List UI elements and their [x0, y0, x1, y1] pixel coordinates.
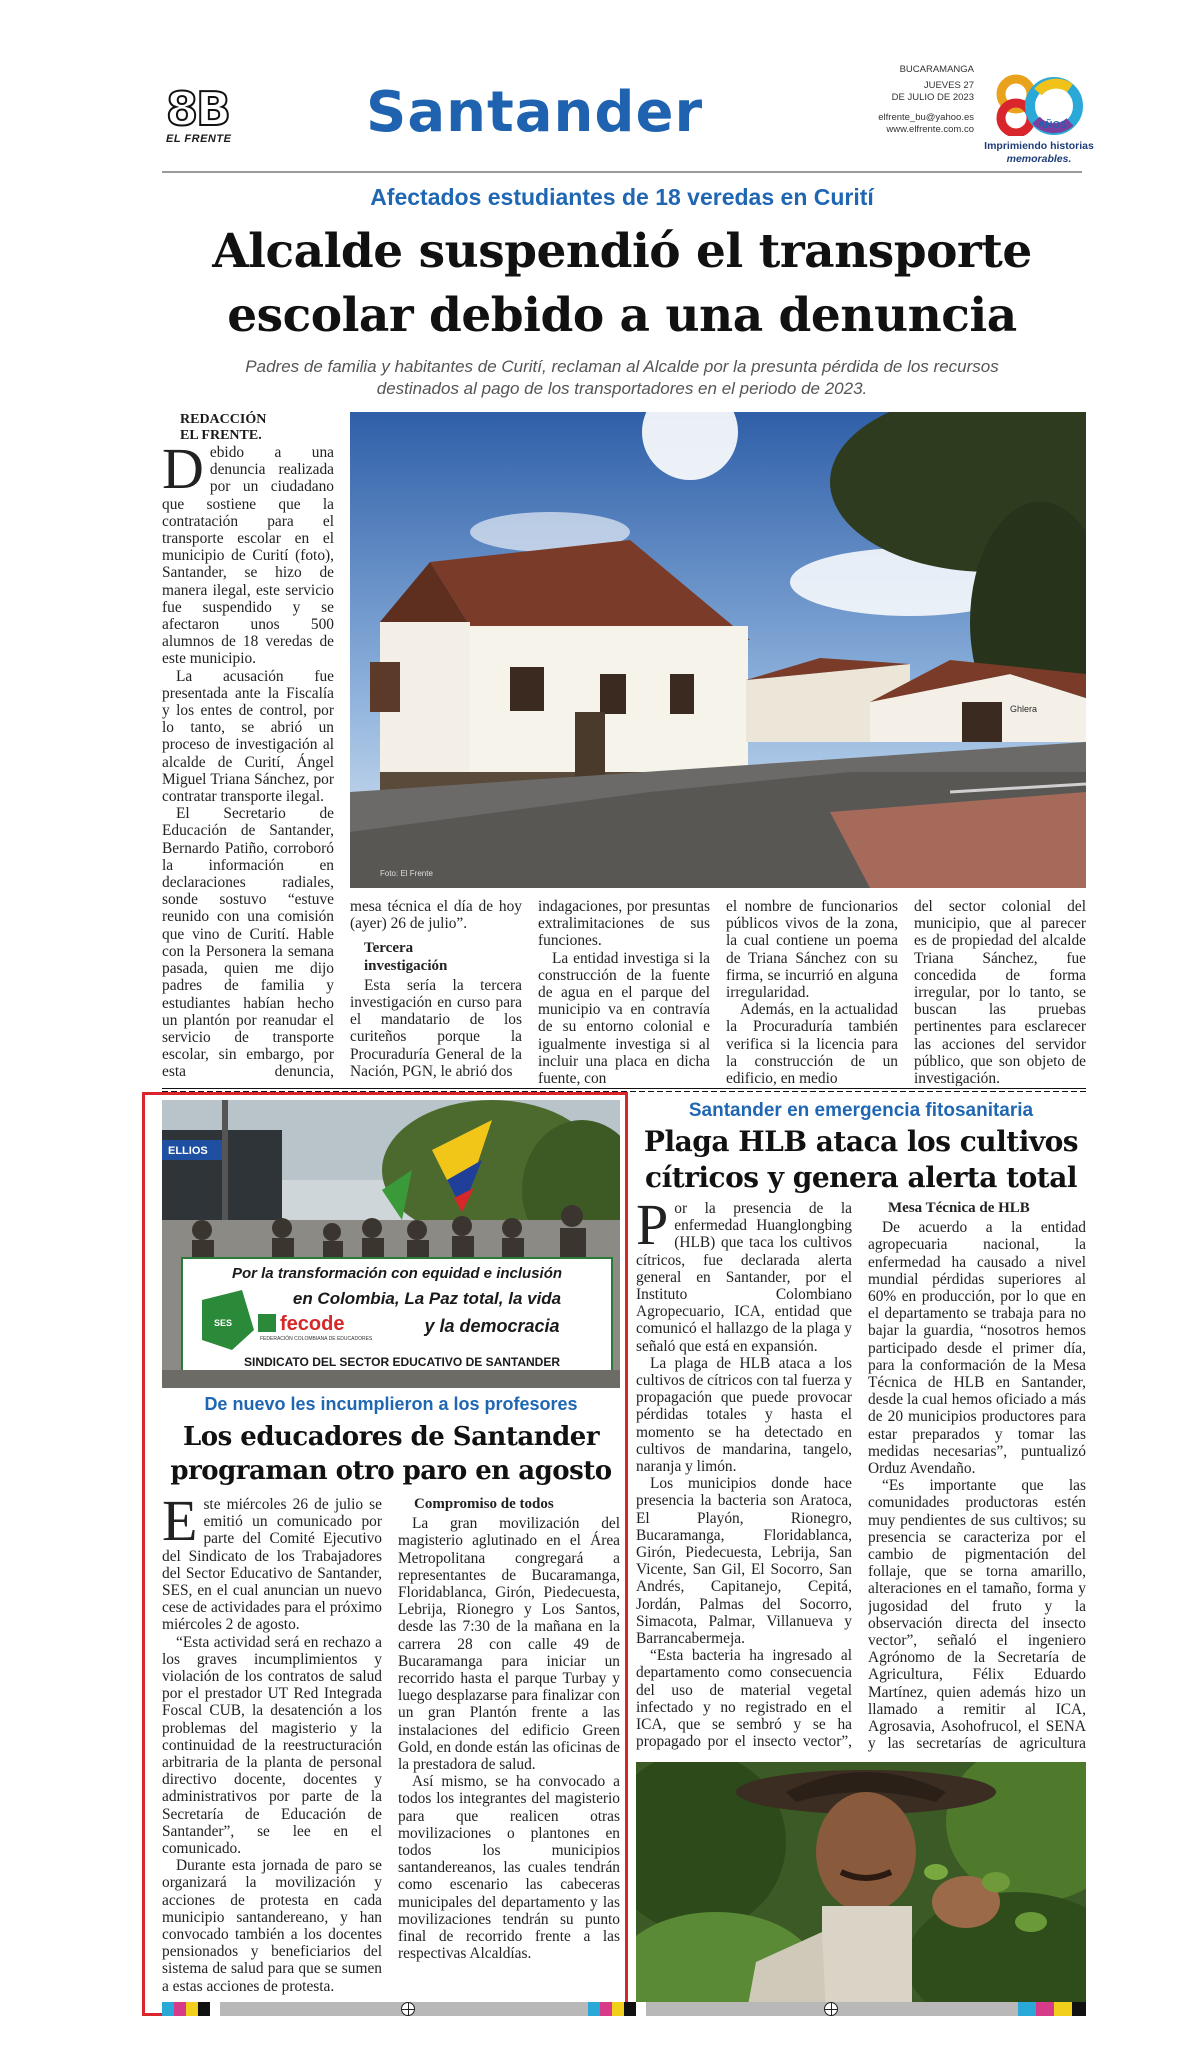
hlb-paragraph-1 — [636, 1200, 852, 1355]
lead-col3-p2: La entidad investiga si la construcción de la fuente de agua en el parque del municipio va en contravía de su entorno colonial e igualmente investiga si al incluir una placa en dicha fuente, con — [538, 949, 710, 1086]
header-rule — [162, 171, 1082, 173]
lead-col4-p2: Además, en la actualidad la Procuraduría también verifica si la licencia para la construcción de un edificio, en medio — [726, 1001, 898, 1086]
teachers-headline-line-1: Los educadores de Santander — [182, 1422, 600, 1452]
teachers-column-2 — [398, 1496, 620, 1996]
header-website[interactable]: www.elfrente.com.co — [886, 124, 974, 135]
lead-kicker: Afectados estudiantes de 18 veredas en Curití — [370, 184, 874, 210]
teachers-paragraph-2: “Esta actividad será en rechazo a los graves incumplimientos y violación de los contratos de salud por el prestador UT Red Integrada Foscal CUB, la desatención a los problemas del magisterio y la continuidad de la reestructuración arbitraria de la planta de personal directivo docente, docentes y administrativos por parte de la Secretaría de Educación de Santander”, se lee en el comunicado. — [162, 1633, 382, 1858]
hlb-paragraph-4: “Esta bacteria ha ingresado al departamento como consecuencia del uso de material vegetal infectado y no registrado en el ICA, que se sembró y se ha propagado por el insecto vector”, — [636, 1647, 852, 1751]
page-number — [166, 82, 230, 136]
lead-paragraph-1 — [162, 444, 334, 668]
lead-column-2 — [350, 898, 522, 1086]
hlb-paragraph-1-text: or la presencia de la enfermedad Huanglongbing (HLB) que taca los cultivos cítricos, fue declarada alerta general en Santander, por el Instituto Colombiano Agropecuario, ICA, entidad que comunicó el hallazgo de la plaga y señaló que está en expansión. — [636, 1200, 852, 1355]
lead-subhead: Tercera investigación — [364, 940, 448, 974]
teachers-headline-line-2: programan otro paro en agosto — [170, 1456, 612, 1486]
lead-headline — [140, 220, 1104, 348]
hlb-paragraph-3: Los municipios donde hace presencia la bacteria son Aratoca, El Playón, Rionegro, Bucaramanga, Floridablanca, Girón, Piedecuesta, Lebrija, San Vicente, San Gil, El Socorro, San Andrés, Capitanejo, Cepitá, Jordán, Palmas del Socorro, Simacota, Palmar, Villanueva y Barrancabermeja. — [636, 1475, 852, 1648]
page-number-text: 8B — [166, 82, 230, 136]
hlb-paragraph-2: La plaga de HLB ataca a los cultivos de cítricos con tal fuerza y propagación que puede provocar pérdidas totales y hasta el momento se ha detectado en cultivos de mandarina, tangelo, naranja y limón. — [636, 1354, 852, 1476]
anniversary-80-icon — [990, 74, 1084, 136]
lead-deck-line-1: Padres de familia y habitantes de Curití, reclaman al Alcalde por la presunta pérdida de los recursos — [245, 357, 999, 376]
banner-org-sub: FEDERACIÓN COLOMBIANA DE EDUCADORES — [260, 1336, 373, 1342]
teachers-photo — [162, 1100, 620, 1388]
lead-paragraph-3: El Secretario de Educación de Santander, Bernardo Patiño, corroboró la información en declaraciones radiales, sonde sostuvo “estuve reunido con una comisión que vino de Curití. Hable con la Personera la semana pasada, quien me dijo padres de familia y estudiantes habían hecho un plantón por reanudar el servicio de transporte escolar, sin embargo, por esta denuncia, — [162, 805, 334, 1081]
lead-column-5 — [914, 898, 1086, 1086]
lead-column-4 — [726, 898, 898, 1086]
hlb-column-2 — [868, 1200, 1086, 1752]
hlb-kicker: Santander en emergencia fitosanitaria — [688, 1100, 1034, 1121]
teachers-headline — [150, 1420, 632, 1488]
hlb-dropcap: P — [636, 1200, 669, 1257]
hlb-paragraph-6: “Es importante que las comunidades productoras estén muy pendientes de sus cultivos; su presencia se caracteriza por el cambio de pigmentación del follaje, que se torna amarillo, alteraciones en el tamaño, forma y jugosidad del fruto y la observación directa del insecto vector”, señaló el ingeniero Agrónomo de la Secretaría de Agricultura, Félix Eduardo Martínez, quien además hizo un llamado a remitir al ICA, Agrosavia, Asohofrucol, el SENA y las secretarías de agricultura — [868, 1477, 1086, 1752]
lead-dropcap: D — [162, 444, 204, 501]
section-title: Santander — [366, 80, 704, 145]
lead-paragraph-1-text: ebido a una denuncia realizada por un ciudadano que sostiene que la contratación para el transporte escolar en el municipio de Curití (foto), Santander, se hizo de manera ilegal, este servicio fue suspendido y se afectaron unos 500 alumnos de 18 veredas de este municipio. — [162, 444, 334, 668]
teachers-paragraph-1-text: ste miércoles 26 de julio se emitió un comunicado por parte del Comité Ejecutivo del Sindicato de los Trabajadores del Sector Educativo de Santander, SES, en el cual anuncian un nuevo cese de actividades para el próximo miércoles 2 de agosto. — [162, 1496, 382, 1634]
lead-column-1 — [162, 444, 334, 1082]
anniversary-word: AÑOS — [1038, 120, 1067, 131]
header-city: BUCARAMANGA — [899, 64, 974, 75]
lead-col2-paragraph: Esta sería la tercera investigación en curso para el mandatario de los curiteños porque la Procuraduría General de la Nación, PGN, le abrió dos — [350, 976, 522, 1080]
teachers-paragraph-5: Así mismo, se ha convocado a todos los integrantes del magisterio para que realicen otras movilizaciones o plantones en todos los municipios santandereanos, las cuales tendrán como escenario las cabeceras municipales del departamento y las movilizaciones tendrán su punto final de recorrido frente a las respectivas Alcaldías. — [398, 1773, 620, 1963]
hlb-headline — [628, 1124, 1094, 1196]
hlb-column-1 — [636, 1200, 852, 1752]
lead-byline — [180, 412, 266, 444]
lead-paragraph-2: La acusación fue presentada ante la Fiscalía y los entes de control, por lo tanto, se abrió un proceso de investigación al alcalde de Curití, Ángel Miguel Triana Sánchez, por contratar transporte ilegal. — [162, 667, 334, 806]
lead-deck — [162, 356, 1082, 400]
registration-mark-left — [401, 2002, 415, 2016]
teachers-column-1 — [162, 1496, 382, 1996]
header-email[interactable]: elfrente_bu@yahoo.es — [878, 112, 974, 123]
lead-headline-line-1: Alcalde suspendió el transporte — [212, 224, 1032, 279]
teachers-paragraph-1 — [162, 1496, 382, 1634]
farmer-citrus-photo — [636, 1762, 1086, 2016]
lead-col5-p1: del sector colonial del municipio, que al parecer es de propiedad del alcalde Triana Sánchez, fue concedida de forma irregular, por lo tanto, se buscan las pruebas pertinentes para esclarecer las acciones del servidor público, que son objeto de investigación. — [914, 898, 1086, 1086]
lead-col4-p1: el nombre de funcionarios públicos vivos de la zona, la cual contiene un poema de Triana Sánchez con su firma, se incurrió en alguna irregularidad. — [726, 898, 898, 1002]
registration-bar-left — [162, 2002, 620, 2016]
teachers-subhead: Compromiso de todos — [414, 1496, 554, 1512]
lead-photo — [350, 412, 1086, 888]
slogan-1: Imprimiendo historias — [984, 140, 1094, 152]
banner-line-2: en Colombia, La Paz total, la vida — [292, 1289, 562, 1308]
anniversary-logo — [984, 74, 1094, 174]
lead-col2-text: mesa técnica el día de hoy (ayer) 26 de julio”. — [350, 898, 522, 933]
hlb-headline-line-2: cítricos y genera alerta total — [645, 1161, 1077, 1194]
lead-byline-1: REDACCIÓN — [180, 412, 267, 427]
hlb-subhead: Mesa Técnica de HLB — [888, 1200, 1030, 1216]
svg-text:Ghlera: Ghlera — [1010, 704, 1038, 714]
registration-mark-right — [824, 2002, 838, 2016]
teachers-kicker: De nuevo les incumplieron a los profesores — [204, 1394, 578, 1414]
teachers-dropcap: E — [162, 1496, 198, 1553]
lead-deck-line-2: destinados al pago de los transportadores en el periodo de 2023. — [376, 379, 868, 398]
lead-bottom-rule — [162, 1088, 1086, 1089]
lead-col3-p1: indagaciones, por presuntas extralimitaciones de sus funciones. — [538, 898, 710, 950]
header-info — [864, 64, 974, 136]
teachers-paragraph-3: Durante esta jornada de paro se organizará la movilización y acciones de protesta en cada municipio santandereano, y han convocado también a los docentes pensionados y beneficiarios del sistema de salud para que se sumen a estas acciones de protesta. — [162, 1857, 382, 1995]
hlb-headline-line-1: Plaga HLB ataca los cultivos — [643, 1125, 1079, 1158]
lead-headline-line-2: escolar debido a una denuncia — [227, 288, 1017, 343]
teachers-protest-photo — [162, 1100, 620, 1388]
lead-byline-2: EL FRENTE. — [180, 428, 262, 443]
hlb-photo — [636, 1762, 1086, 2016]
teachers-paragraph-4: La gran movilización del magisterio aglutinado en el Área Metropolitana congregará a representantes de Bucaramanga, Floridablanca, Girón, Piedecuesta, Lebrija, Rionegro y Los Santos, desde las 7:30 de la mañana en la carrera 28 con calle 49 de Bucaramanga para iniciar un recorrido hasta el parque Turbay y luego desplazarse para finalizar con un gran Plantón frente a las instalaciones del edificio Green Gold, en donde están las oficinas de la prestadora de salud. — [398, 1515, 620, 1774]
ses-logo: SES — [214, 1318, 233, 1328]
lead-column-3 — [538, 898, 710, 1086]
slogan-2: memorables. — [1006, 153, 1072, 165]
photo-credit: Foto: El Frente — [380, 869, 433, 878]
banner-line-1: Por la transformación con equidad e inclusión — [231, 1265, 563, 1282]
banner-footer: SINDICATO DEL SECTOR EDUCATIVO DE SANTANDER — [243, 1355, 561, 1369]
brand-small: EL FRENTE — [166, 133, 232, 145]
header-date-2: DE JULIO DE 2023 — [891, 92, 974, 103]
curiti-street-photo — [350, 412, 1086, 888]
hlb-paragraph-5: De acuerdo a la entidad agropecuaria nacional, la enfermedad ha causado a nivel mundial pérdidas superiores al 60% en producción, por lo que en el departamento se trabaja para no bajar la guardia, “nosotros hemos participado desde el primer día, para la conformación de la Mesa Técnica de HLB en Santander, desde la cual hemos oficiado a más de 20 municipios productores para estar preparados y tomar las medidas necesarias”, puntualizó Orduz Avendaño. — [868, 1219, 1086, 1478]
header-date-1: JUEVES 27 — [923, 80, 974, 91]
banner-org: fecode — [280, 1313, 345, 1335]
store-sign: ELLIOS — [168, 1145, 208, 1157]
banner-line-3: y la democracia — [424, 1316, 560, 1336]
